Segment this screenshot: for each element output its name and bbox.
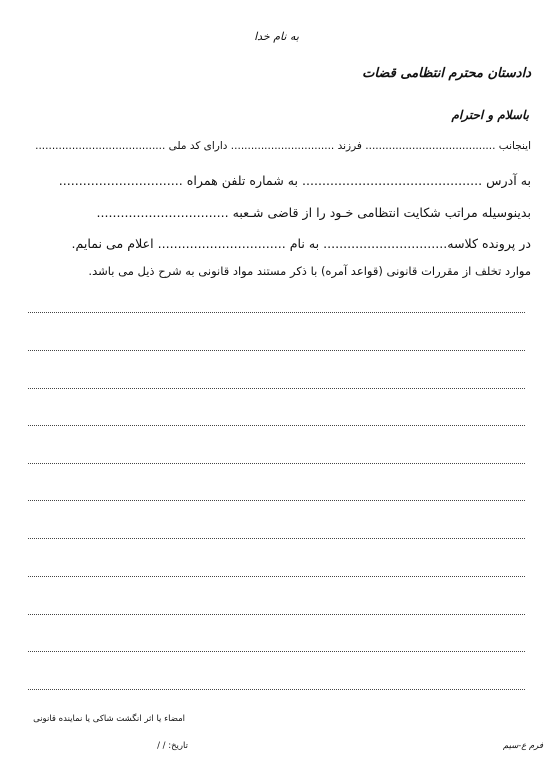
recipient-title: دادستان محترم انتظامی قضات — [362, 66, 531, 81]
writing-line — [28, 350, 525, 351]
writing-line — [28, 425, 525, 426]
address-phone-line: به آدرس ............................................. به شماره تلفن همراه ............................... — [58, 173, 531, 188]
writing-line — [28, 312, 525, 313]
violations-intro-line: موارد تخلف از مقررات قانونی (قواعد آمره) با ذکر مستند مواد قانونی به شرح ذیل می باشد. — [88, 264, 531, 278]
writing-line — [28, 614, 525, 615]
form-code: فرم ع-سیم — [503, 741, 544, 751]
writing-line — [28, 500, 525, 501]
writing-line — [28, 538, 525, 539]
case-file-line: در پرونده کلاسه............................... به نام ................................ اعلام می نمایم. — [71, 236, 531, 251]
writing-line — [28, 689, 525, 690]
writing-line — [28, 388, 525, 389]
greeting: باسلام و احترام — [451, 108, 529, 122]
writing-line — [28, 576, 525, 577]
document-heading-bismillah: به نام خدا — [254, 30, 299, 43]
writing-line — [28, 651, 525, 652]
complainant-info-line: اینجانب ....................................... فرزند ............................... دارای کد ملی ....................................... — [35, 140, 531, 152]
signature-label: امضاء یا اثر انگشت شاکی یا نماینده قانونی — [33, 714, 185, 724]
complaint-judge-line: بدینوسیله مراتب شکایت انتظامی خـود را از قاضی شـعبه ................................. — [96, 205, 531, 220]
date-field: تاریخ: / / — [157, 741, 188, 751]
writing-line — [28, 463, 525, 464]
